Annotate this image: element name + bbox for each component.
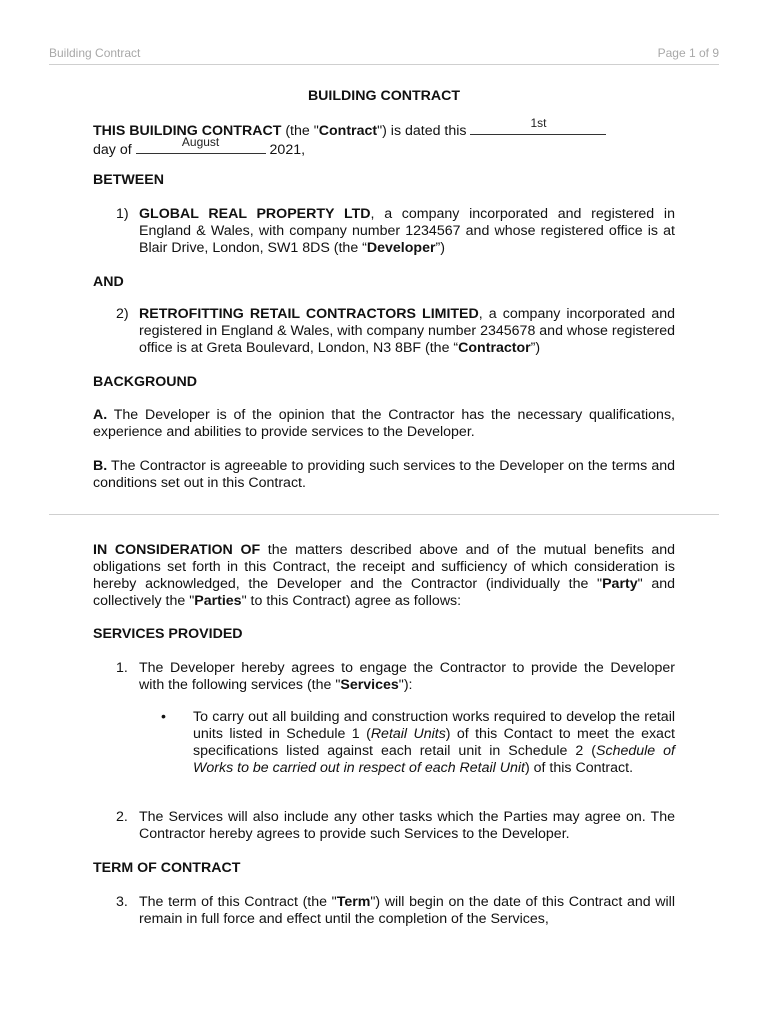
- party1-paragraph: GLOBAL REAL PROPERTY LTD, a company incorporated and registered in England & Wales, with company number 1234567 and whose registered office is at Blair Drive, London, SW1 8DS (the “Developer”): [139, 206, 675, 256]
- term-heading: TERM OF CONTRACT: [93, 860, 241, 876]
- document-title: BUILDING CONTRACT: [307, 88, 461, 104]
- party2-paragraph: RETROFITTING RETAIL CONTRACTORS LIMITED, a company incorporated and registered in England & Wales, with company number 2345678 and whose registered office is at Greta Boulevard, London, N3 8BF (the “Contractor”): [139, 306, 675, 356]
- page-header: [49, 46, 719, 60]
- header-divider: [49, 64, 719, 65]
- services-heading: SERVICES PROVIDED: [93, 626, 243, 642]
- background-a: A. The Developer is of the opinion that the Contractor has the necessary qualifications, experience and abilities to provide services to the Developer.: [93, 407, 675, 440]
- clause2-number: 2.: [116, 809, 128, 825]
- background-heading: BACKGROUND: [93, 374, 198, 390]
- clause1-text: The Developer hereby agrees to engage the Contractor to provide the Developer with the following services (the "Services"):: [139, 660, 675, 693]
- background-b: B. The Contractor is agreeable to providing such services to the Developer on the terms and conditions set out in this Contract.: [93, 458, 675, 491]
- party2-number: 2): [116, 306, 129, 322]
- consideration-paragraph: IN CONSIDERATION OF the matters described above and of the mutual benefits and obligations set forth in this Contract, the receipt and sufficiency of which consideration is hereby acknowledged, the Developer and the Contractor (individually the "Party" and collectively the "Parties" to this Contract) agree as follows:: [93, 542, 675, 609]
- bullet-icon: •: [161, 709, 166, 725]
- clause3-number: 3.: [116, 894, 128, 910]
- clause3-text: The term of this Contract (the "Term") will begin on the date of this Contract and will remain in full force and effect until the completion of the Services,: [139, 894, 675, 927]
- section-divider: [49, 514, 719, 515]
- services-bullet-text: To carry out all building and construction works required to develop the retail units listed in Schedule 1 (Retail Units) of this Contact to meet the exact specifications listed against each retail unit in Schedule 2 (Schedule of Works to be carried out in respect of each Retail Unit) of this Contract.: [193, 709, 675, 776]
- clause1-number: 1.: [116, 660, 128, 676]
- between-heading: BETWEEN: [93, 172, 164, 188]
- clause2-text: The Services will also include any other tasks which the Parties may agree on. The Contractor hereby agrees to provide such Services to the Developer.: [139, 809, 675, 842]
- and-heading: AND: [93, 274, 124, 290]
- date-day-field[interactable]: 1st: [470, 121, 606, 135]
- header-doc-title: Building Contract: [49, 46, 141, 60]
- header-page-number: Page 1 of 9: [657, 46, 719, 60]
- party1-number: 1): [116, 206, 129, 222]
- date-month-field[interactable]: August: [136, 140, 266, 154]
- intro-paragraph: THIS BUILDING CONTRACT (the "Contract") is dated this 1st day of August 2021,: [93, 121, 675, 159]
